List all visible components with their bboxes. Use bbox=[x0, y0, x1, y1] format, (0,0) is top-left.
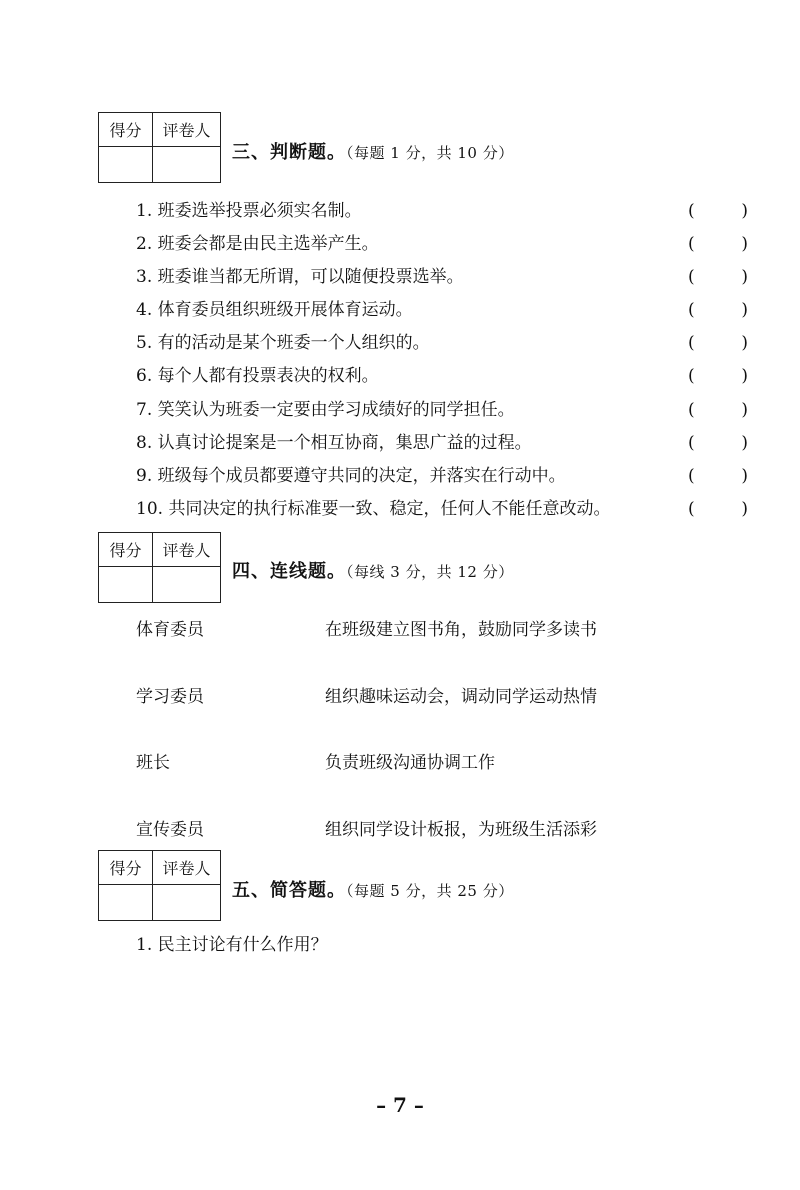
score-cell[interactable] bbox=[99, 885, 153, 921]
question-text: 3. 班委谁当都无所谓，可以随便投票选举。 bbox=[136, 267, 464, 288]
grader-label: 评卷人 bbox=[153, 851, 221, 885]
match-right-item[interactable]: 在班级建立图书角，鼓励同学多读书 bbox=[325, 620, 597, 640]
page-number: – 7 – bbox=[376, 1093, 424, 1117]
match-right-item[interactable]: 组织同学设计板报，为班级生活添彩 bbox=[325, 820, 597, 840]
question-row: 9. 班级每个成员都要遵守共同的决定，并落实在行动中。 ( ) bbox=[136, 465, 748, 486]
section3-heading bbox=[232, 138, 514, 164]
grader-label: 评卷人 bbox=[153, 113, 221, 147]
question-text: 4. 体育委员组织班级开展体育运动。 bbox=[136, 300, 413, 321]
section3-note: （每题 1 分，共 10 分） bbox=[346, 144, 514, 162]
section4-heading bbox=[232, 557, 514, 583]
match-left-item[interactable]: 体育委员 bbox=[136, 620, 204, 640]
question-row: 10. 共同决定的执行标准要一致、稳定，任何人不能任意改动。 ( ) bbox=[136, 498, 748, 519]
match-right-item[interactable]: 组织趣味运动会，调动同学运动热情 bbox=[325, 687, 597, 707]
true-false-list bbox=[136, 195, 748, 526]
question-text: 6. 每个人都有投票表决的权利。 bbox=[136, 366, 379, 387]
score-cell[interactable] bbox=[99, 147, 153, 183]
question-row: 3. 班委谁当都无所谓，可以随便投票选举。 ( ) bbox=[136, 267, 748, 288]
score-cell[interactable] bbox=[99, 567, 153, 603]
question-row: 6. 每个人都有投票表决的权利。 ( ) bbox=[136, 366, 748, 387]
score-label: 得分 bbox=[99, 533, 153, 567]
section3-title: 三、判断题。 bbox=[232, 142, 346, 163]
question-row: 5. 有的活动是某个班委一个人组织的。 ( ) bbox=[136, 333, 748, 354]
section4-title: 四、连线题。 bbox=[232, 561, 346, 582]
question-row: 1. 班委选举投票必须实名制。 ( ) bbox=[136, 201, 748, 221]
grader-cell[interactable] bbox=[153, 147, 221, 183]
grader-label: 评卷人 bbox=[153, 533, 221, 567]
short-answer-question: 1. 民主讨论有什么作用？ bbox=[136, 935, 328, 955]
section5-title: 五、简答题。 bbox=[232, 880, 346, 901]
score-box-section5 bbox=[98, 850, 221, 921]
match-left-item[interactable]: 学习委员 bbox=[136, 687, 204, 707]
question-row: 7. 笑笑认为班委一定要由学习成绩好的同学担任。 ( ) bbox=[136, 399, 748, 420]
grader-cell[interactable] bbox=[153, 567, 221, 603]
score-label: 得分 bbox=[99, 113, 153, 147]
grader-cell[interactable] bbox=[153, 885, 221, 921]
question-text: 10. 共同决定的执行标准要一致、稳定，任何人不能任意改动。 bbox=[136, 498, 611, 519]
question-text: 2. 班委会都是由民主选举产生。 bbox=[136, 234, 379, 255]
match-left-item[interactable]: 班长 bbox=[136, 753, 170, 773]
section5-note: （每题 5 分，共 25 分） bbox=[346, 882, 514, 900]
question-text: 1. 班委选举投票必须实名制。 bbox=[136, 201, 362, 221]
question-text: 5. 有的活动是某个班委一个人组织的。 bbox=[136, 333, 430, 354]
section5-heading bbox=[232, 876, 514, 902]
question-text: 9. 班级每个成员都要遵守共同的决定，并落实在行动中。 bbox=[136, 465, 566, 486]
question-row: 8. 认真讨论提案是一个相互协商，集思广益的过程。 ( ) bbox=[136, 432, 748, 453]
score-box-section4 bbox=[98, 532, 221, 603]
match-left-item[interactable]: 宣传委员 bbox=[136, 820, 204, 840]
match-right-item[interactable]: 负责班级沟通协调工作 bbox=[325, 753, 495, 773]
score-box-section3 bbox=[98, 112, 221, 183]
section4-note: （每线 3 分，共 12 分） bbox=[346, 563, 514, 581]
question-row: 2. 班委会都是由民主选举产生。 ( ) bbox=[136, 234, 748, 255]
question-text: 8. 认真讨论提案是一个相互协商，集思广益的过程。 bbox=[136, 432, 532, 453]
question-text: 7. 笑笑认为班委一定要由学习成绩好的同学担任。 bbox=[136, 399, 515, 420]
score-label: 得分 bbox=[99, 851, 153, 885]
question-row: 4. 体育委员组织班级开展体育运动。 ( ) bbox=[136, 300, 748, 321]
